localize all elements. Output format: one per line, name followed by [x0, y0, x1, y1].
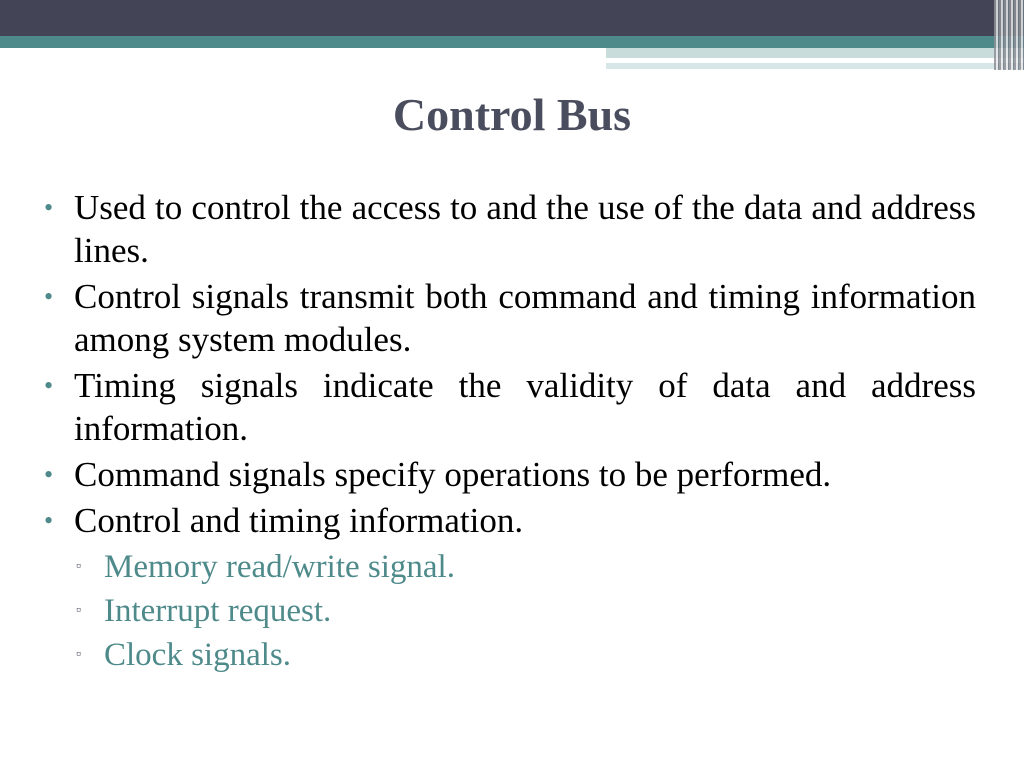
square-bullet-icon: ▫: [76, 647, 81, 662]
bullet-item: [42, 275, 976, 361]
banner-dark-stripe: [0, 0, 1024, 36]
bullet-text: Control signals transmit both command and timing information among system modules.: [74, 277, 976, 359]
sub-bullet-item: [76, 633, 976, 677]
sub-bullet-text: Memory read/write signal.: [104, 549, 455, 585]
bullet-item: [42, 453, 976, 496]
round-bullet-icon: •: [44, 460, 54, 489]
bullet-text: Used to control the access to and the use of the data and address lines.: [74, 188, 976, 270]
bullet-item: [42, 186, 976, 272]
bullet-text: Timing signals indicate the validity of data and address information.: [74, 366, 976, 448]
bullet-item: [42, 499, 976, 542]
banner-vertical-stripes: [994, 0, 1024, 70]
round-bullet-icon: •: [44, 371, 54, 400]
round-bullet-icon: •: [44, 193, 54, 222]
banner-light-stripe: [606, 48, 1024, 58]
sub-bullet-text: Interrupt request.: [104, 593, 332, 629]
square-bullet-icon: ▫: [76, 603, 81, 618]
banner-teal-stripe: [0, 36, 1024, 48]
round-bullet-icon: •: [44, 282, 54, 311]
bullet-text: Command signals specify operations to be performed.: [74, 455, 832, 494]
bullet-text: Control and timing information.: [74, 501, 524, 540]
sub-bullet-item: [76, 589, 976, 633]
sub-bullet-text: Clock signals.: [104, 637, 291, 673]
bullet-item: [42, 364, 976, 450]
slide-title: Control Bus: [392, 89, 632, 140]
round-bullet-icon: •: [44, 506, 54, 535]
square-bullet-icon: ▫: [76, 559, 81, 574]
banner-pale-stripe: [606, 63, 1024, 69]
slide-content: [42, 186, 976, 677]
sub-bullet-item: [76, 545, 976, 589]
